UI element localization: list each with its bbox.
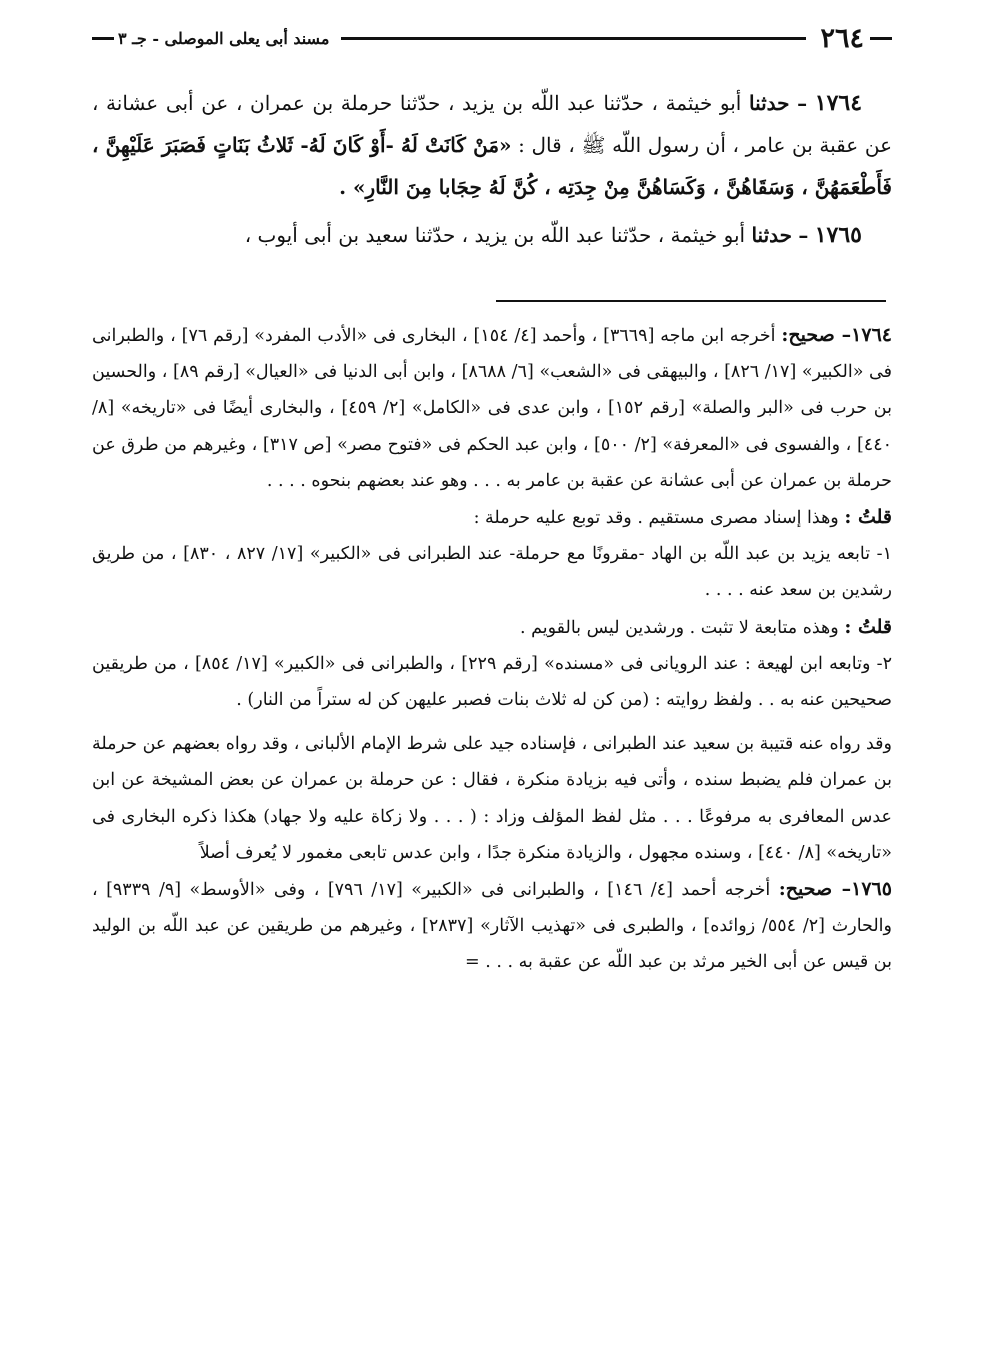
note-text: أخرجه أحمد [٤/ ١٤٦] ، والطبرانى فى «الكبير» [١٧/ ٧٩٦] ، وفى «الأوسط» [٩/ ٩٣٣٩] ، والحارث [٢/ ٥٥٤/ زوائده] ، والطبرى فى «تهذيب الآثار» [٢٨٣٧] ، وغيرهم من طريقين عن عبد اللّه بن الوليد بن قيس عن أبى الخير مرثد بن عبد اللّه عن عقبة به . . . = [92, 880, 892, 973]
qultu-2 [92, 609, 892, 646]
note-heading: ١٧٦٥– صحيح: [778, 878, 892, 901]
book-title: مسند أبى يعلى الموصلى - جـ ٣ [118, 28, 330, 48]
footnotes [92, 317, 892, 981]
note-item-2: ٢- وتابعه ابن لهيعة : عند الرويانى فى «مسنده» [رقم ٢٢٩] ، والطبرانى فى «الكبير» [١٧/ ٨٥٤] ، من طريقين صحيحين عنه به . . ولفظ روايته : (من كن له ثلاث بنات فصبر عليهن كن له ستراً من النار) . [92, 653, 892, 711]
hadith-isnad: أبو خيثمة ، حدّثنا عبد اللّه بن يزيد ، حدّثنا حرملة بن عمران ، عن أبى عشانة ، عن عقبة بن عامر ، أن رسول اللّه ﷺ ، قال : [92, 91, 892, 157]
hadith-lead: حدثنا [751, 223, 793, 247]
hadith-1765 [92, 214, 892, 256]
qultu-label: قلتُ : [844, 615, 892, 638]
hadith-lead: حدثنا [748, 91, 790, 115]
page-number: ٢٦٤ [820, 22, 864, 54]
note-text: أخرجه ابن ماجه [٣٦٦٩] ، وأحمد [٤/ ١٥٤] ، البخارى فى «الأدب المفرد» [رقم ٧٦] ، والطبرانى فى «الكبير» [١٧/ ٨٢٦] ، والبيهقى فى «الشعب» [٦/ ٨٦٨٨] ، وابن أبى الدنيا فى «العيال» [رقم ٨٩] ، والحسين بن حرب فى «البر والصلة» [رقم ١٥٢] ، وابن عدى فى «الكامل» [٢/ ٤٥٩] ، والبخارى أيضًا فى «تاريخه» [٨/ ٤٤٠] ، والفسوى فى «المعرفة» [٢/ ٥٠٠] ، وابن عبد الحكم فى «فتوح مصر» [ص ٣١٧] ، وغيرهم من طرق عن حرملة بن عمران عن أبى عشانة عن عقبة بن عامر به . . . وهو عند بعضهم بنحوه . . . . [92, 326, 892, 491]
header-rule-start [870, 37, 892, 40]
note-1765 [92, 871, 892, 981]
hadith-dash: – [798, 223, 809, 247]
note-item-1: ١- تابعه يزيد بن عبد اللّه بن الهاد -مقرونًا مع حرملة- عند الطبرانى فى «الكبير» [١٧/ ٨٢٧ ، ٨٣٠] ، من طريق رشدين بن سعد عنه . . . . [92, 544, 893, 601]
note-heading: ١٧٦٤– صحيح: [781, 324, 892, 346]
hadith-isnad: أبو خيثمة ، حدّثنا عبد اللّه بن يزيد ، حدّثنا سعيد بن أبى أيوب ، [244, 223, 746, 247]
hadith-matn: «مَنْ كَانَتْ لَهُ -أَوْ كَانَ لَهُ- ثَلاثُ بَنَاتٍ فَصَبَرَ عَلَيْهِنَّ ، فَأَطْعَمَهُنَّ ، وَسَقَاهُنَّ ، وَكَسَاهُنَّ مِنْ جِدَتِه ، كُنَّ لَهُ حِجَابا مِنَ النَّارِ» . [92, 133, 892, 199]
page-header [92, 18, 892, 58]
hadith-number: ١٧٦٤ [814, 90, 863, 116]
hadith-1764 [92, 82, 892, 208]
header-rule-end [92, 37, 114, 40]
qultu-1 [92, 499, 892, 536]
header-rule [341, 37, 806, 40]
footnote-divider [496, 300, 886, 302]
note-1764 [92, 317, 892, 499]
hadith-number: ١٧٦٥ [814, 222, 862, 248]
qultu-text: وهذه متابعة لا تثبت . ورشدين ليس بالقويم . [519, 617, 839, 638]
hadith-dash: – [797, 91, 808, 115]
qultu-label: قلتُ : [844, 506, 892, 529]
main-text [92, 82, 892, 262]
note-paragraph: وقد رواه عنه قتيبة بن سعيد عند الطبرانى ، فإسناده جيد على شرط الإمام الألبانى ، وقد رواه بعضهم عن حرملة بن عمران فلم يضبط سنده ، وأتى فيه بزيادة منكرة ، فقال : عن حرملة بن عمران عن بعض المشيخة عن ابن عدس المعافرى به مرفوعًا . . . مثل لفظ المؤلف وزاد : ( . . . ولا زكاة عليه ولا جهاد) هكذا ذكره البخارى فى «تاريخه» [٨/ ٤٤٠] ، وسنده مجهول ، والزيادة منكرة جدًا ، وابن عدس تابعى مغمور لا يُعرف أصلاً [92, 734, 892, 863]
qultu-text: وهذا إسناد مصرى مستقيم . وقد توبع عليه حرملة : [473, 508, 839, 529]
